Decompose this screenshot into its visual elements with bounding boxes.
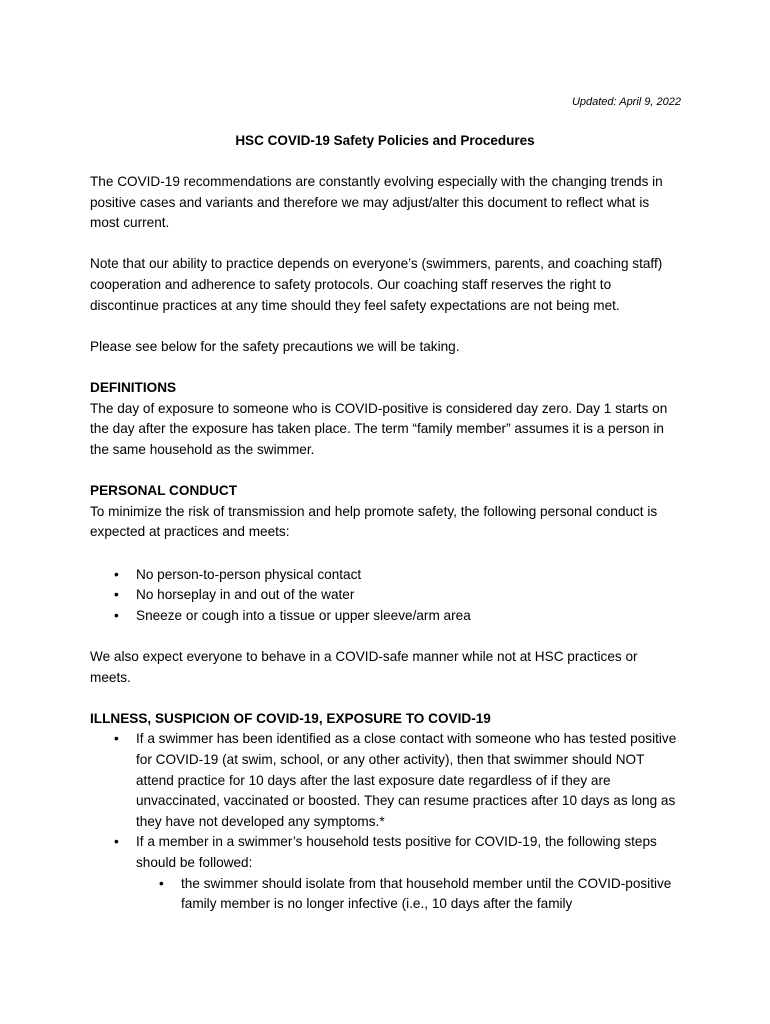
sub-list-item: • the swimmer should isolate from that household member until the COVID-positive family member is no longer infective (i.e., 10 days after the family <box>136 874 680 915</box>
behavior-paragraph: We also expect everyone to behave in a COVID-safe manner while not at HSC practices or meets. <box>90 649 638 685</box>
document-title: HSC COVID-19 Safety Policies and Procedures <box>235 133 535 148</box>
definitions-paragraph: The day of exposure to someone who is COVID-positive is considered day zero. Day 1 starts on the day after the exposure has taken place. The term “family member” assumes it is a person in the same household as the swimmer. <box>90 400 668 457</box>
personal-conduct-heading: PERSONAL CONDUCT <box>90 482 238 498</box>
list-item: • No person-to-person physical contact <box>90 565 680 586</box>
list-item <box>90 832 680 914</box>
list-item: • No horseplay in and out of the water <box>90 585 680 606</box>
intro-paragraph: The COVID-19 recommendations are constantly evolving especially with the changing trends in positive cases and variants and therefore we may adjust/alter this document to reflect what is most current. <box>90 174 663 231</box>
list-item: • If a swimmer has been identified as a close contact with someone who has tested positive for COVID-19 (at swim, school, or any other activity), then that swimmer should NOT attend practice for 10 days after the last exposure date regardless of if they are unvaccinated, vaccinated or boosted. They can resume practices after 10 days as long as they have not developed any symptoms.* <box>90 729 680 832</box>
definitions-heading: DEFINITIONS <box>90 379 177 395</box>
illness-sub-list <box>136 874 680 915</box>
see-below-paragraph: Please see below for the safety precautions we will be taking. <box>90 338 460 354</box>
document-body <box>90 172 680 935</box>
illness-list <box>90 729 680 914</box>
personal-conduct-list <box>90 565 680 627</box>
personal-conduct-paragraph: To minimize the risk of transmission and help promote safety, the following personal conduct is expected at practices and meets: <box>90 503 658 540</box>
list-item-text: If a member in a swimmer’s household tests positive for COVID-19, the following steps should be followed: <box>136 834 657 870</box>
illness-heading: ILLNESS, SUSPICION OF COVID-19, EXPOSURE TO COVID-19 <box>90 710 491 726</box>
note-paragraph: Note that our ability to practice depends on everyone’s (swimmers, parents, and coaching staff) cooperation and adherence to safety protocols. Our coaching staff reserves the right to discontinue practices at any time should they feel safety expectations are not being met. <box>90 256 663 313</box>
list-item: • Sneeze or cough into a tissue or upper sleeve/arm area <box>90 606 680 627</box>
updated-date: Updated: April 9, 2022 <box>571 96 681 108</box>
